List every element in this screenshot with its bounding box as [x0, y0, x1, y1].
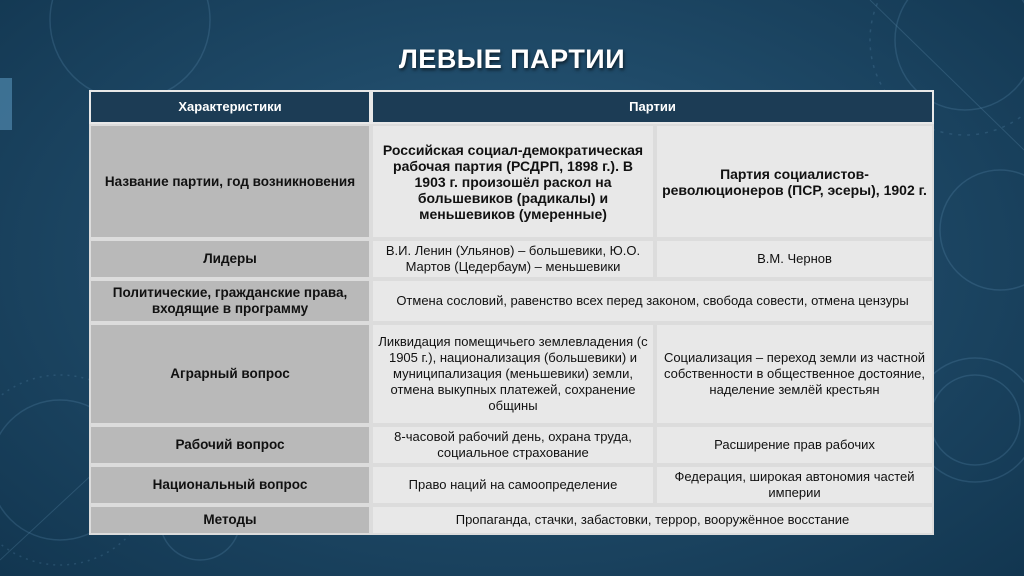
table-row: [89, 425, 934, 465]
table-row: [89, 279, 934, 323]
left-edge-accent: [0, 78, 12, 130]
cell-rsdrp: Право наций на самоопределение: [371, 465, 655, 505]
row-label: Рабочий вопрос: [89, 425, 371, 465]
header-characteristics: Характеристики: [89, 90, 371, 124]
table-row: [89, 323, 934, 425]
row-label: Аграрный вопрос: [89, 323, 371, 425]
row-label: Лидеры: [89, 239, 371, 279]
table-row: [89, 124, 934, 239]
cell-psr: Партия социалистов-революционеров (ПСР, эсеры), 1902 г.: [655, 124, 934, 239]
table-header-row: [89, 90, 934, 124]
cell-psr: Расширение прав рабочих: [655, 425, 934, 465]
cell-psr: Федерация, широкая автономия частей империи: [655, 465, 934, 505]
cell-common: Отмена сословий, равенство всех перед законом, свобода совести, отмена цензуры: [371, 279, 934, 323]
cell-psr: Социализация – переход земли из частной собственности в общественное достояние, наделение землёй крестьян: [655, 323, 934, 425]
cell-psr: В.М. Чернов: [655, 239, 934, 279]
parties-table: [89, 90, 934, 535]
page-title: ЛЕВЫЕ ПАРТИИ: [398, 44, 626, 74]
row-label: Название партии, год возникновения: [89, 124, 371, 239]
cell-rsdrp: В.И. Ленин (Ульянов) – большевики, Ю.О. Мартов (Цедербаум) – меньшевики: [371, 239, 655, 279]
table-row: [89, 465, 934, 505]
cell-rsdrp: Ликвидация помещичьего землевладения (с 1905 г.), национализация (большевики) и муниципализация (меньшевики) земли, отмена выкупных платежей, сохранение общины: [371, 323, 655, 425]
row-label: Национальный вопрос: [89, 465, 371, 505]
row-label: Методы: [89, 505, 371, 535]
cell-rsdrp: Российская социал-демократическая рабочая партия (РСДРП, 1898 г.). В 1903 г. произошёл раскол на большевиков (радикалы) и меньшевиков (умеренные): [371, 124, 655, 239]
table-row: [89, 505, 934, 535]
table-row: [89, 239, 934, 279]
header-parties: Партии: [371, 90, 934, 124]
row-label: Политические, гражданские права, входящие в программу: [89, 279, 371, 323]
cell-rsdrp: 8-часовой рабочий день, охрана труда, социальное страхование: [371, 425, 655, 465]
cell-common: Пропаганда, стачки, забастовки, террор, вооружённое восстание: [371, 505, 934, 535]
